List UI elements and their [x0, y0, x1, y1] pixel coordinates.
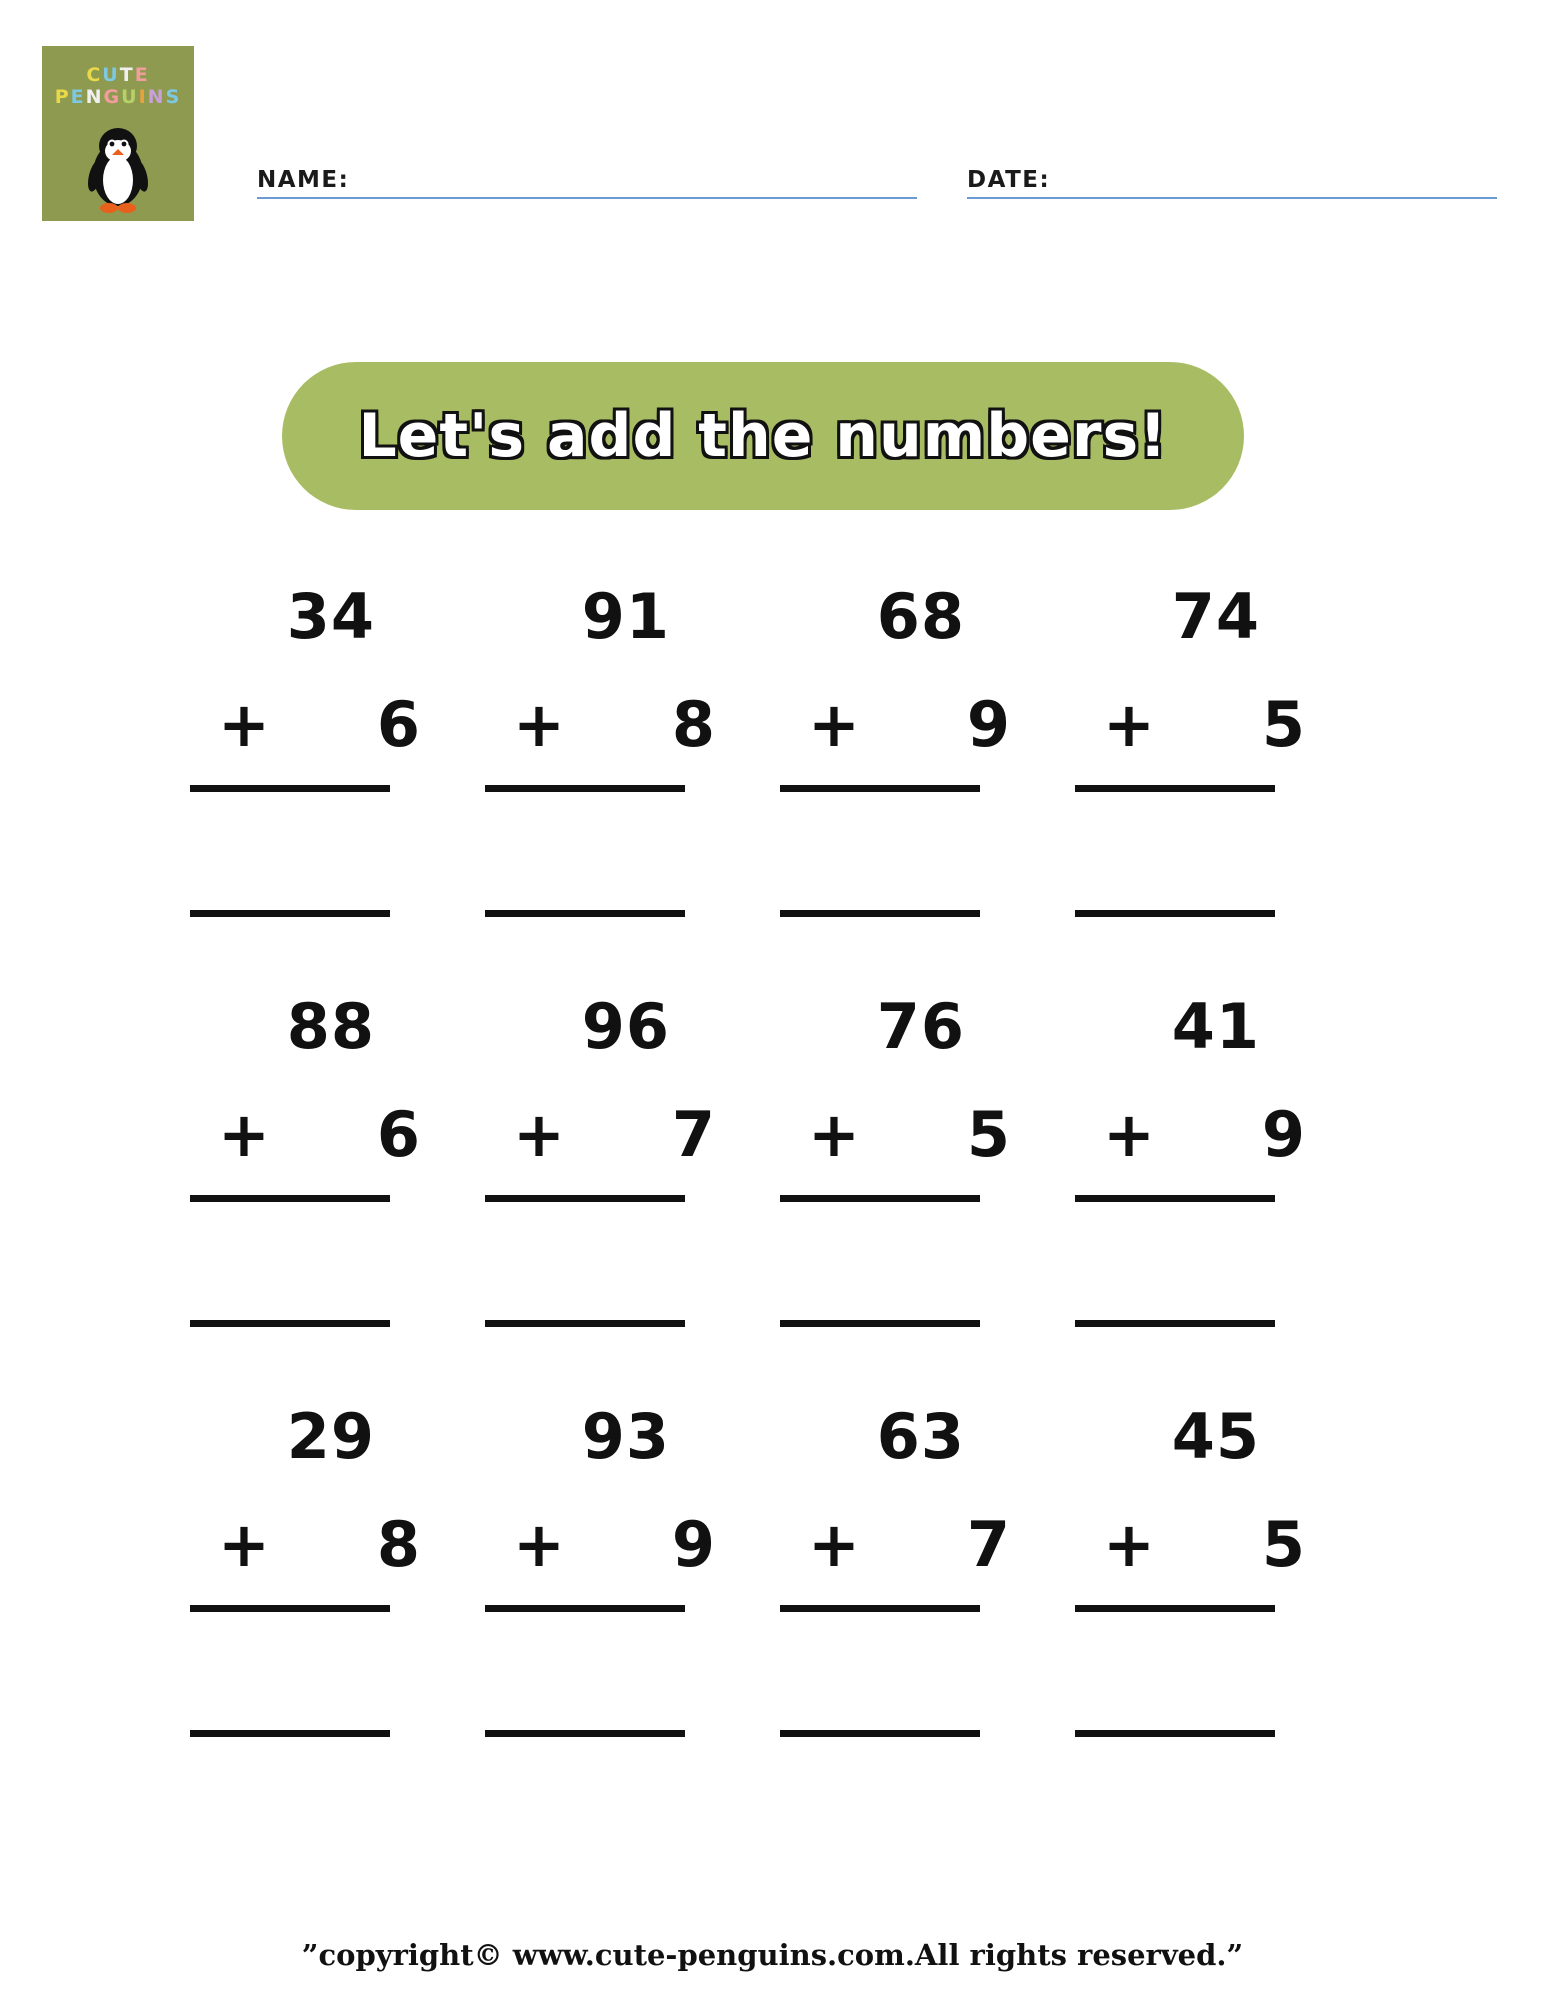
addend-row	[808, 1508, 1018, 1581]
plus-icon: +	[808, 1098, 860, 1171]
name-label: NAME:	[257, 167, 350, 193]
plus-icon: +	[218, 1098, 270, 1171]
problem-item[interactable]	[485, 1400, 780, 1810]
logo-badge	[42, 46, 194, 221]
answer-rule[interactable]	[780, 910, 980, 917]
addend-row	[1103, 1508, 1313, 1581]
addend-bottom: 7	[966, 1508, 1010, 1581]
answer-rule[interactable]	[780, 1320, 980, 1327]
addend-bottom: 5	[966, 1098, 1010, 1171]
operation-rule	[780, 1605, 980, 1612]
operation-rule	[780, 785, 980, 792]
addend-row	[808, 1098, 1018, 1171]
date-input-line[interactable]	[967, 197, 1497, 199]
page-title: Let's add the numbers!	[358, 401, 1168, 471]
addend-top: 63	[876, 1400, 965, 1473]
operation-rule	[190, 785, 390, 792]
addend-bottom: 5	[1261, 688, 1305, 761]
addend-bottom: 9	[671, 1508, 715, 1581]
answer-rule[interactable]	[190, 910, 390, 917]
logo-line-2: PENGUINS	[54, 86, 182, 108]
operation-rule	[780, 1195, 980, 1202]
addend-bottom: 9	[1261, 1098, 1305, 1171]
addend-bottom: 8	[671, 688, 715, 761]
addend-top: 68	[876, 580, 965, 653]
answer-rule[interactable]	[485, 1730, 685, 1737]
answer-rule[interactable]	[1075, 1320, 1275, 1327]
answer-rule[interactable]	[485, 910, 685, 917]
operation-rule	[1075, 785, 1275, 792]
date-field[interactable]	[967, 151, 1497, 221]
problem-item[interactable]	[485, 990, 780, 1400]
addend-row	[513, 688, 723, 761]
penguin-icon	[79, 122, 157, 214]
date-label: DATE:	[967, 167, 1051, 193]
answer-rule[interactable]	[190, 1730, 390, 1737]
operation-rule	[190, 1605, 390, 1612]
plus-icon: +	[218, 1508, 270, 1581]
plus-icon: +	[218, 688, 270, 761]
name-field[interactable]	[257, 151, 917, 221]
operation-rule	[1075, 1605, 1275, 1612]
plus-icon: +	[1103, 688, 1155, 761]
problem-item[interactable]	[190, 990, 485, 1400]
answer-rule[interactable]	[190, 1320, 390, 1327]
addend-top: 41	[1171, 990, 1260, 1063]
addend-row	[218, 1098, 428, 1171]
operation-rule	[1075, 1195, 1275, 1202]
addend-top: 96	[581, 990, 670, 1063]
plus-icon: +	[808, 688, 860, 761]
problem-row	[190, 1400, 1370, 1810]
plus-icon: +	[808, 1508, 860, 1581]
problem-item[interactable]	[780, 1400, 1075, 1810]
problem-item[interactable]	[190, 1400, 485, 1810]
addend-bottom: 5	[1261, 1508, 1305, 1581]
answer-rule[interactable]	[485, 1320, 685, 1327]
plus-icon: +	[513, 1098, 565, 1171]
addend-top: 76	[876, 990, 965, 1063]
problem-item[interactable]	[1075, 580, 1370, 990]
addend-top: 34	[286, 580, 375, 653]
problem-item[interactable]	[1075, 990, 1370, 1400]
addend-row	[513, 1508, 723, 1581]
addend-top: 45	[1171, 1400, 1260, 1473]
answer-rule[interactable]	[780, 1730, 980, 1737]
addend-bottom: 6	[376, 1098, 420, 1171]
problem-row	[190, 580, 1370, 990]
plus-icon: +	[1103, 1508, 1155, 1581]
addend-top: 74	[1171, 580, 1260, 653]
operation-rule	[190, 1195, 390, 1202]
addend-bottom: 7	[671, 1098, 715, 1171]
addend-row	[218, 688, 428, 761]
operation-rule	[485, 1605, 685, 1612]
problem-item[interactable]	[1075, 1400, 1370, 1810]
addend-bottom: 6	[376, 688, 420, 761]
addend-bottom: 8	[376, 1508, 420, 1581]
problem-item[interactable]	[780, 990, 1075, 1400]
addend-row	[513, 1098, 723, 1171]
addend-bottom: 9	[966, 688, 1010, 761]
answer-rule[interactable]	[1075, 1730, 1275, 1737]
title-banner	[282, 362, 1244, 510]
addend-top: 93	[581, 1400, 670, 1473]
logo-line-1: CUTE	[86, 64, 150, 86]
addend-top: 91	[581, 580, 670, 653]
logo-wordmark	[42, 64, 194, 108]
operation-rule	[485, 1195, 685, 1202]
problem-item[interactable]	[780, 580, 1075, 990]
problem-item[interactable]	[485, 580, 780, 990]
addend-top: 88	[286, 990, 375, 1063]
name-input-line[interactable]	[257, 197, 917, 199]
plus-icon: +	[513, 688, 565, 761]
worksheet-header	[42, 46, 1462, 221]
problem-row	[190, 990, 1370, 1400]
problem-item[interactable]	[190, 580, 485, 990]
addend-top: 29	[286, 1400, 375, 1473]
addend-row	[1103, 688, 1313, 761]
operation-rule	[485, 785, 685, 792]
footer-copyright: ”copyright© www.cute-penguins.com.All rights reserved.”	[301, 1938, 1244, 1972]
addend-row	[808, 688, 1018, 761]
plus-icon: +	[513, 1508, 565, 1581]
answer-rule[interactable]	[1075, 910, 1275, 917]
addend-row	[1103, 1098, 1313, 1171]
problem-grid	[190, 580, 1370, 1810]
addend-row	[218, 1508, 428, 1581]
plus-icon: +	[1103, 1098, 1155, 1171]
